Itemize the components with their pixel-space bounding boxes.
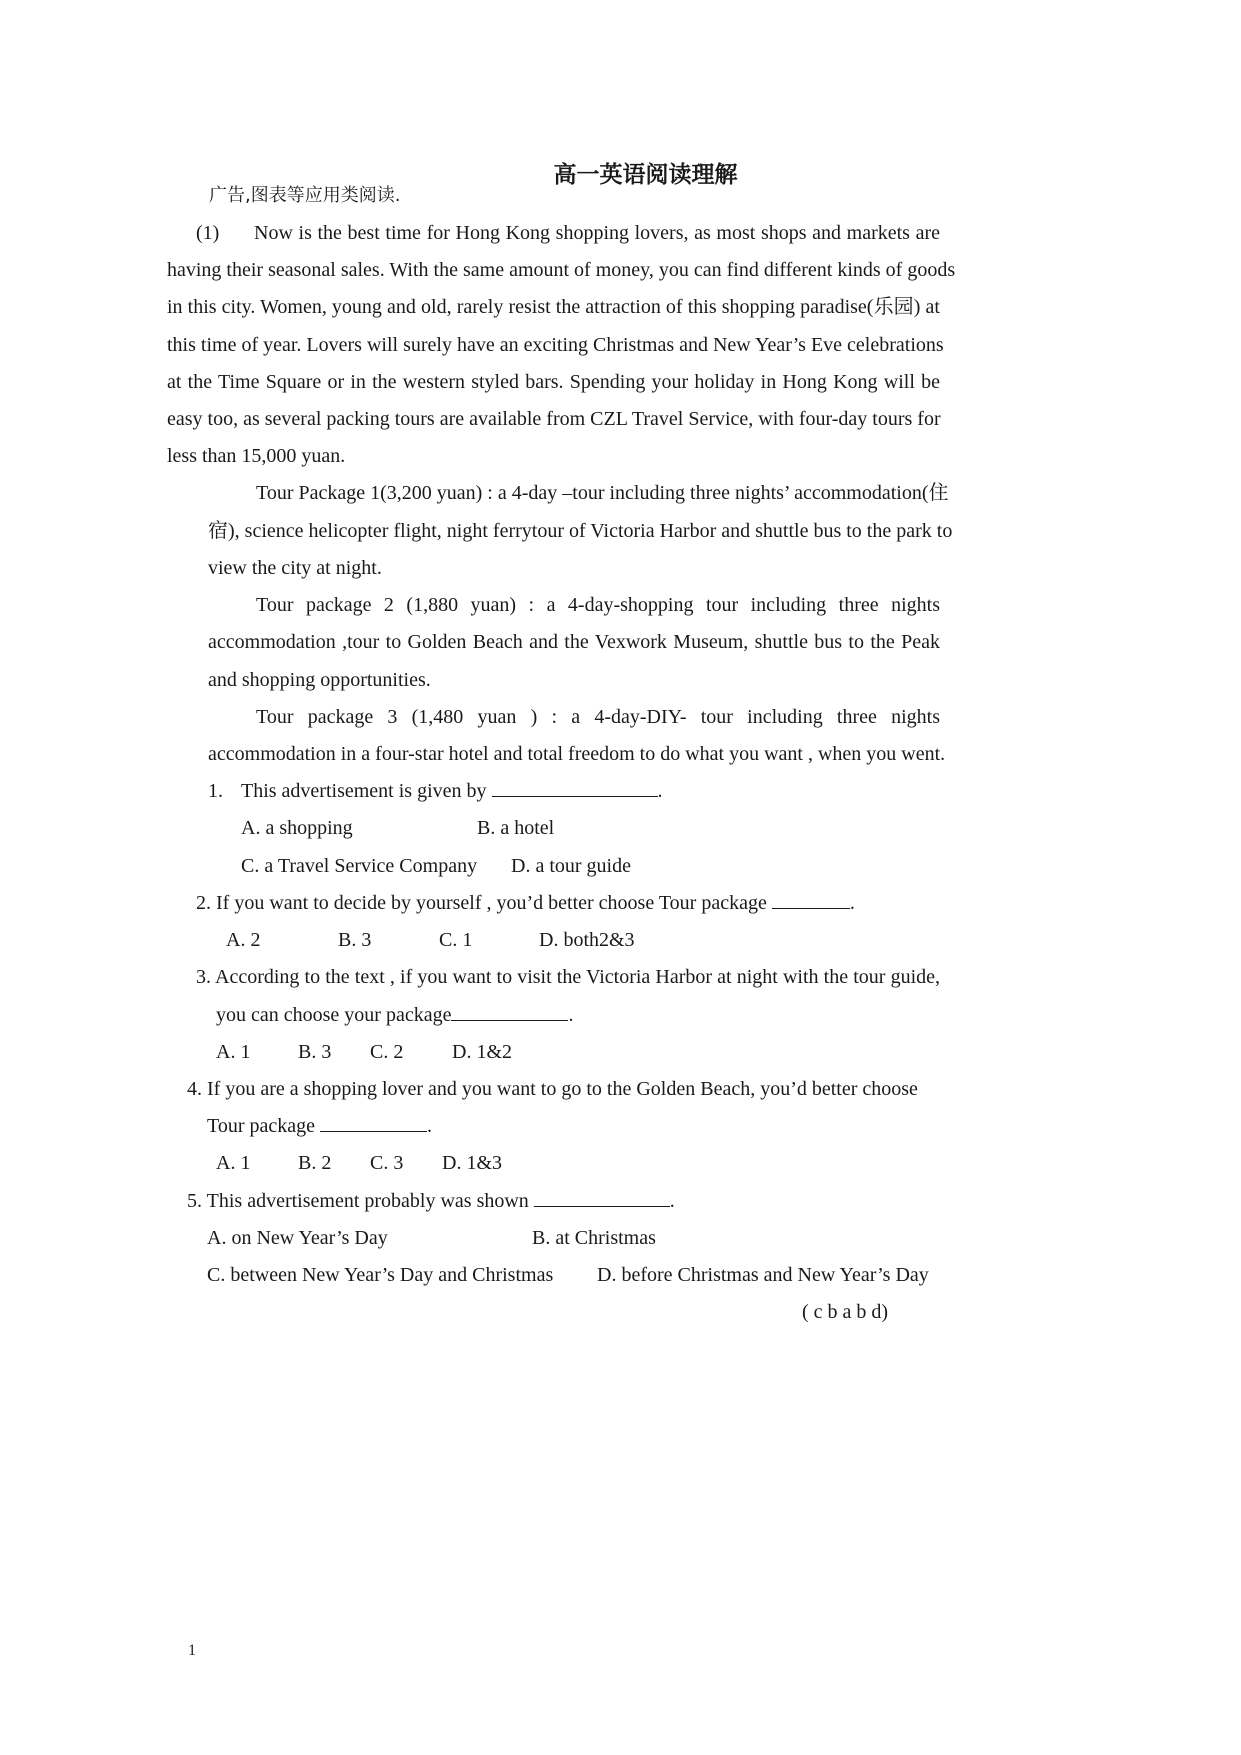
question-3-stem: 3. According to the text , if you want to visit the Victoria Harbor at night with the tour guide, xyxy=(196,966,940,988)
page-title: 高一英语阅读理解 xyxy=(553,162,738,188)
option: C. 1 xyxy=(439,929,473,951)
option: C. between New Year’s Day and Christmas xyxy=(207,1264,554,1286)
package-2-line: and shopping opportunities. xyxy=(208,669,431,691)
package-1-line: view the city at night. xyxy=(208,557,382,579)
option: D. 1&3 xyxy=(442,1152,502,1174)
question-4-stem: 4. If you are a shopping lover and you want to go to the Golden Beach, you’d better choose xyxy=(187,1078,918,1100)
package-1-line: 宿), science helicopter flight, night ferrytour of Victoria Harbor and shuttle bus to the park to xyxy=(208,520,953,542)
question-1-text: This advertisement is given by xyxy=(241,780,487,802)
package-1-line: Tour Package 1(3,200 yuan) : a 4-day –tour including three nights’ accommodation(住 xyxy=(256,482,949,504)
question-4-text: Tour package xyxy=(207,1115,315,1137)
option: A. a shopping xyxy=(241,817,353,839)
option: B. 2 xyxy=(298,1152,332,1174)
package-3-line: Tour package 3 (1,480 yuan ) : a 4-day-DIY- tour including three nights xyxy=(256,706,940,728)
passage-number: (1) xyxy=(196,222,220,244)
passage-line: easy too, as several packing tours are available from CZL Travel Service, with four-day tours for xyxy=(167,408,941,430)
option: D. a tour guide xyxy=(511,855,631,877)
option: B. 3 xyxy=(298,1041,332,1063)
question-5-stem: 5. This advertisement probably was shown . xyxy=(187,1190,675,1212)
question-2-stem: 2. If you want to decide by yourself , you’d better choose Tour package . xyxy=(196,892,855,914)
question-2-text: 2. If you want to decide by yourself , you’d better choose Tour package xyxy=(196,892,767,914)
package-3-line: accommodation in a four-star hotel and total freedom to do what you want , when you went. xyxy=(208,743,946,765)
answer-blank xyxy=(534,1189,670,1207)
passage-line: having their seasonal sales. With the same amount of money, you can find different kinds of goods xyxy=(167,259,956,281)
answer-blank xyxy=(451,1003,568,1021)
question-1-number: 1. xyxy=(208,780,223,802)
answer-blank xyxy=(772,891,850,909)
package-2-line: Tour package 2 (1,880 yuan) : a 4-day-shopping tour including three nights xyxy=(256,594,940,616)
option: B. a hotel xyxy=(477,817,555,839)
answer-blank xyxy=(492,779,658,797)
question-1-stem: This advertisement is given by . xyxy=(241,780,663,802)
page-number: 1 xyxy=(188,1642,196,1659)
option: D. before Christmas and New Year’s Day xyxy=(597,1264,929,1286)
option: B. 3 xyxy=(338,929,372,951)
answer-key: ( c b a b d) xyxy=(802,1301,889,1323)
question-4-stem-cont: Tour package . xyxy=(207,1115,432,1137)
question-5-text: 5. This advertisement probably was shown xyxy=(187,1190,529,1212)
package-2-line: accommodation ,tour to Golden Beach and the Vexwork Museum, shuttle bus to the Peak xyxy=(208,631,940,653)
passage-line: at the Time Square or in the western styled bars. Spending your holiday in Hong Kong will be xyxy=(167,371,940,393)
section-intro: 广告,图表等应用类阅读. xyxy=(209,185,401,206)
passage-line: in this city. Women, young and old, rarely resist the attraction of this shopping paradise(乐园) at xyxy=(167,296,940,318)
passage-line: less than 15,000 yuan. xyxy=(167,445,346,467)
question-3-stem-cont: you can choose your package . xyxy=(216,1004,574,1026)
passage-line: Now is the best time for Hong Kong shopping lovers, as most shops and markets are xyxy=(254,222,940,244)
option: A. 1 xyxy=(216,1152,251,1174)
option: D. 1&2 xyxy=(452,1041,512,1063)
option: A. on New Year’s Day xyxy=(207,1227,388,1249)
option: C. 2 xyxy=(370,1041,404,1063)
passage-line: this time of year. Lovers will surely have an exciting Christmas and New Year’s Eve celebrations xyxy=(167,334,944,356)
option: C. 3 xyxy=(370,1152,404,1174)
option: B. at Christmas xyxy=(532,1227,656,1249)
option: A. 1 xyxy=(216,1041,251,1063)
answer-blank xyxy=(320,1114,427,1132)
option: D. both2&3 xyxy=(539,929,635,951)
option: A. 2 xyxy=(226,929,261,951)
option: C. a Travel Service Company xyxy=(241,855,478,877)
question-3-text: you can choose your package xyxy=(216,1004,452,1026)
